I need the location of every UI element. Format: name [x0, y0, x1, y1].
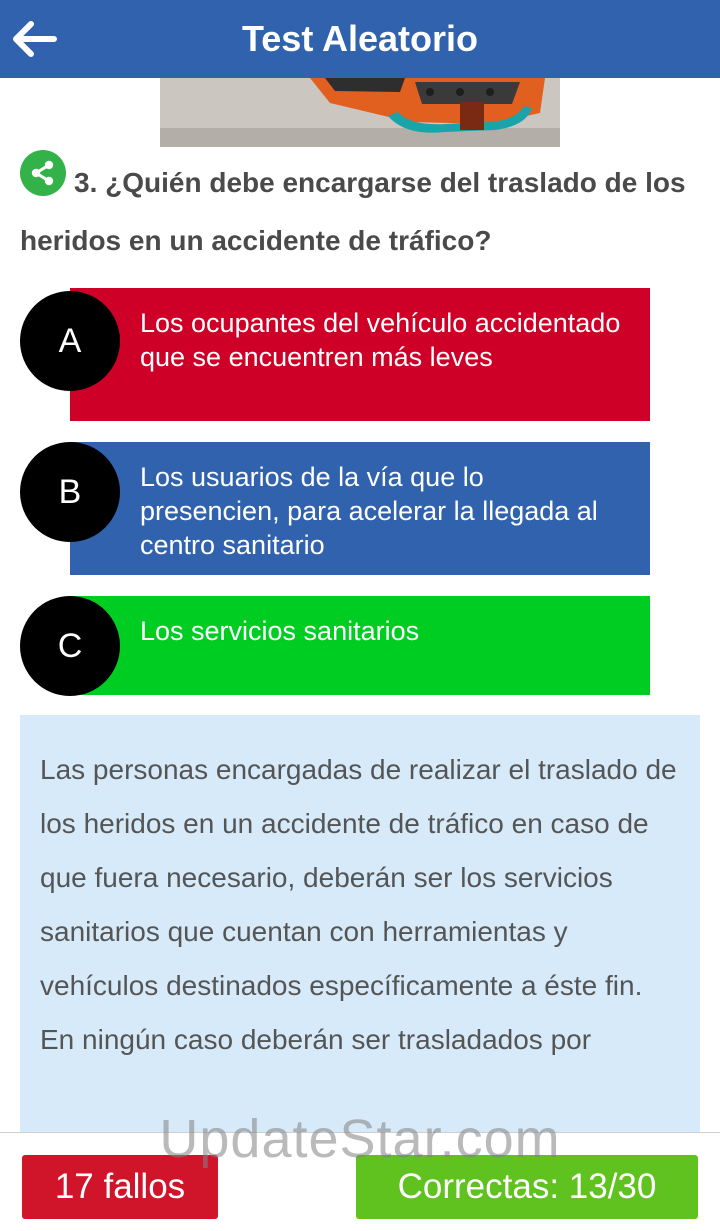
- accident-photo: [160, 78, 560, 147]
- explanation-text: Las personas encargadas de realizar el traslado de los heridos en un accidente de tráfico en caso de que fuera necesario, deberán ser los servicios sanitarios que cuentan con herramientas y vehículos destinados específicamente a éste fin. En ningún caso deberán ser trasladados por: [40, 754, 677, 1055]
- answer-box: [70, 442, 650, 575]
- answer-option-c[interactable]: [20, 596, 650, 696]
- watermark: UpdateStar.com: [159, 1109, 561, 1169]
- app-header: [0, 0, 720, 78]
- fallos-button[interactable]: 17 fallos: [22, 1155, 218, 1219]
- answer-letter-badge: B: [20, 442, 120, 542]
- answer-letter-badge: C: [20, 596, 120, 696]
- question-image: [160, 78, 560, 147]
- answer-text: Los usuarios de la vía que lo presencien, para acelerar la llegada al centro sanitario: [140, 462, 598, 560]
- answer-option-a[interactable]: [20, 288, 650, 421]
- footer-bar: [0, 1132, 720, 1231]
- answer-letter-badge: A: [20, 291, 120, 391]
- question-text: 3. ¿Quién debe encargarse del traslado de los heridos en un accidente de tráfico?: [20, 167, 686, 256]
- correctas-button[interactable]: Correctas: 13/30: [356, 1155, 698, 1219]
- answer-text: Los servicios sanitarios: [140, 616, 420, 646]
- answer-text: Los ocupantes del vehículo accidentado que se encuentren más leves: [140, 308, 621, 372]
- answer-box: [70, 596, 650, 695]
- answer-option-b[interactable]: [20, 442, 650, 575]
- answer-box: [70, 288, 650, 421]
- header-title: Test Aleatorio: [241, 18, 479, 59]
